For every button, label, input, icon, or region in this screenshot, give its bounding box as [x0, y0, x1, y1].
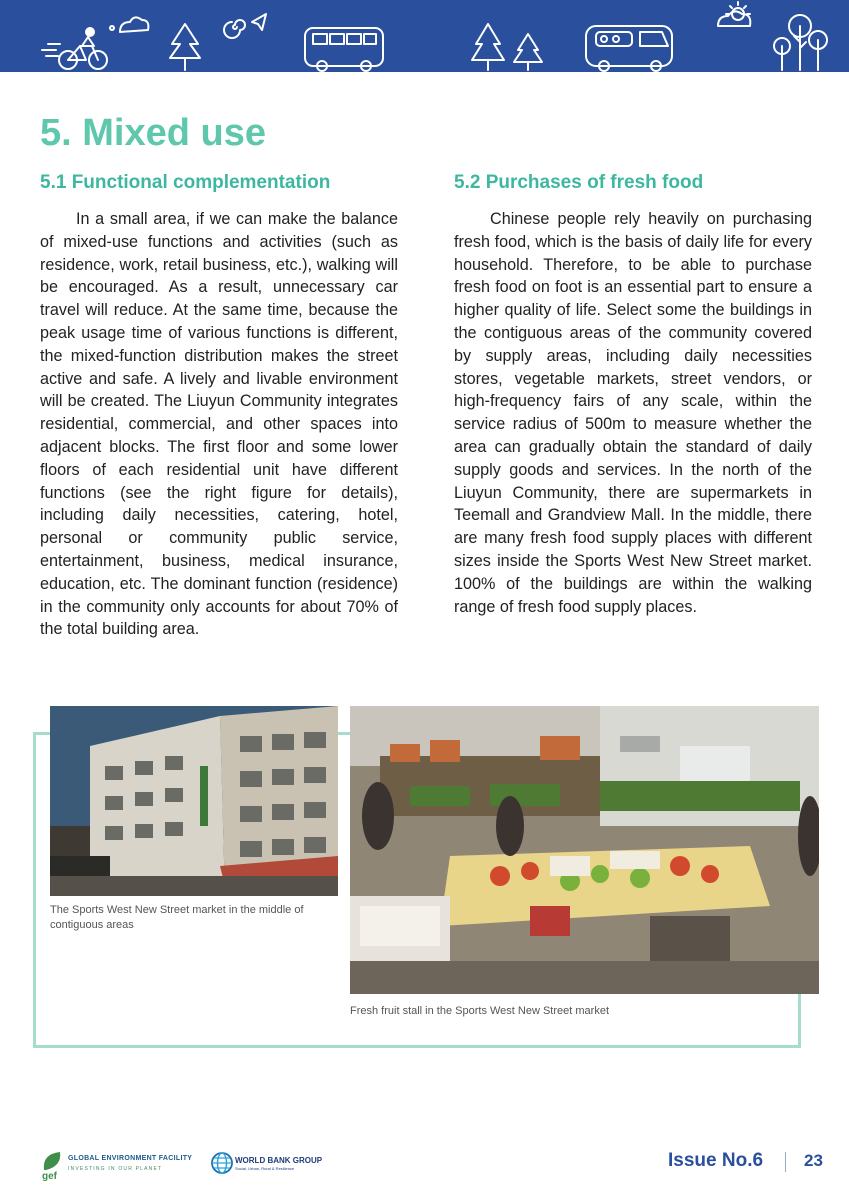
- bus-icon: [586, 26, 672, 71]
- tree-pair-icon: [472, 24, 542, 70]
- spiral-plane-icon: [224, 14, 266, 38]
- footer-divider: [785, 1152, 786, 1172]
- issue-label: Issue No.6: [668, 1150, 764, 1171]
- globe-icon: [211, 1152, 233, 1174]
- world-bank-logo: [211, 1152, 341, 1178]
- section-fresh-food: [454, 172, 812, 618]
- cloud-icon: [110, 17, 148, 32]
- sun-cloud-icon: [718, 2, 750, 26]
- page-title: 5. Mixed use: [40, 112, 266, 154]
- bus-icon: [305, 28, 383, 71]
- market-photo-caption: Fresh fruit stall in the Sports West New Street market: [350, 1005, 609, 1017]
- world-bank-name: WORLD BANK GROUP: [235, 1156, 323, 1165]
- building-photo-caption: The Sports West New Street market in the middle of contiguous areas: [50, 904, 304, 931]
- section-heading: 5.2 Purchases of fresh food: [454, 172, 704, 193]
- gef-tagline: INVESTING IN OUR PLANET: [68, 1166, 163, 1172]
- section-functional-complementation: [40, 172, 398, 641]
- gef-leaf-icon: [40, 1148, 68, 1182]
- header-banner: [0, 0, 849, 72]
- section-heading: 5.1 Functional complementation: [40, 172, 331, 193]
- cyclist-icon: [42, 28, 107, 69]
- building-photo: [50, 706, 338, 896]
- section-body: Chinese people rely heavily on purchasing fresh food, which is the basis of daily life for every household. Therefore, to be able to purchase fresh food on foot is an essential part to ensure a higher quality of life. Select some the buildings in the contiguous areas of the community covered by supply areas, including daily necessities stores, vegetable markets, street vendors, or high-frequency fairs of any scale, within the service radius of 500m to measure whether the area can gradually obtain the standard of daily supply goods and services. In the north of the Liuyun Community, there are supermarkets in Teemall and Grandview Mall. In the middle, there are many fresh food supply places with different sizes inside the Sports West New Street market. 100% of the buildings are within the walking range of fresh food supply places.: [454, 210, 812, 616]
- world-bank-tagline: Social, Urban, Rural & Resilience: [235, 1166, 295, 1171]
- tree-icon: [170, 24, 200, 70]
- gef-name: GLOBAL ENVIRONMENT FACILITY: [68, 1155, 193, 1162]
- market-photo: [350, 706, 819, 994]
- gef-logo: [40, 1148, 200, 1182]
- gef-mark-text: gef: [42, 1171, 57, 1182]
- page-number: 23: [804, 1151, 823, 1170]
- trees-icon: [774, 15, 827, 70]
- section-body: In a small area, if we can make the balance of mixed-use functions and activities (such as residence, work, retail business, etc.), walking will be encouraged. As a result, unnecessary car travel will reduce. At the same time, because the peak usage time of various functions is different, the mixed-function distribution makes the street active and safe. A lively and livable environment will be created. The Liuyun Community integrates residential, commercial, and other spaces into adjacent blocks. The first floor and some lower floors of each residential unit have different functions (see the right figure for details), including daily necessities, catering, hotel, personal or community public service, entertainment, business, medical insurance, education, etc. The dominant function (residence) in the community only accounts for about 70% of the total building area.: [40, 210, 398, 639]
